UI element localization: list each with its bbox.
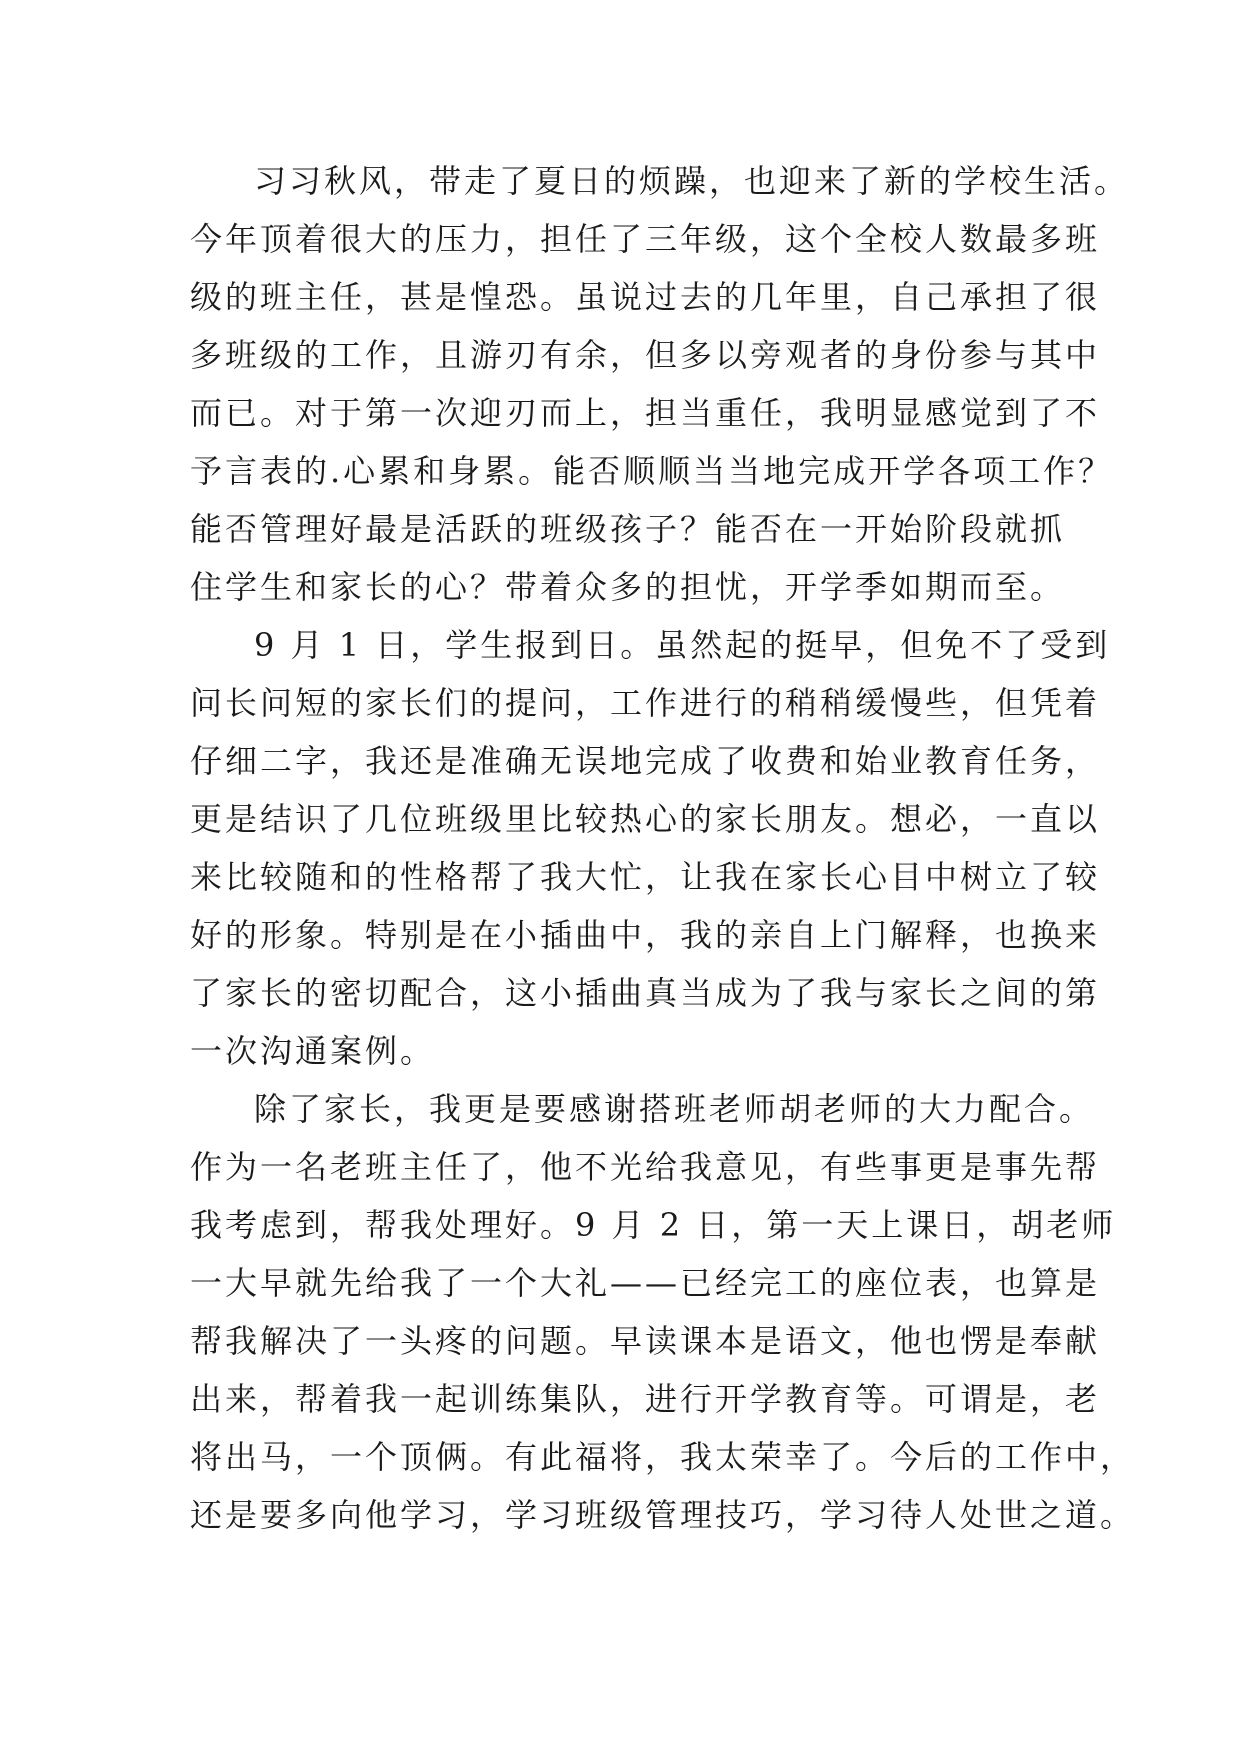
paragraph-line: 好的形象。特别是在小插曲中，我的亲自上门解释，也换来 — [190, 916, 1101, 954]
paragraph-line: 今年顶着很大的压力，担任了三年级，这个全校人数最多班 — [190, 220, 1101, 258]
paragraph-line: 还是要多向他学习，学习班级管理技巧，学习待人处世之道。 — [190, 1496, 1136, 1534]
paragraph-line: 予言表的.心累和身累。能否顺顺当当地完成开学各项工作？ — [190, 452, 1114, 490]
paragraph-line: 更是结识了几位班级里比较热心的家长朋友。想必，一直以 — [190, 800, 1101, 838]
paragraph-line: 一大早就先给我了一个大礼——已经完工的座位表，也算是 — [190, 1264, 1101, 1302]
paragraph-line: 级的班主任，甚是惶恐。虽说过去的几年里，自己承担了很 — [190, 278, 1101, 316]
paragraph-1 — [190, 152, 1130, 616]
paragraph-line: 9 月 1 日，学生报到日。虽然起的挺早，但免不了受到 — [254, 626, 1111, 664]
paragraph-line: 多班级的工作，且游刃有余，但多以旁观者的身份参与其中 — [190, 336, 1101, 374]
paragraph-line: 帮我解决了一头疼的问题。早读课本是语文，他也愣是奉献 — [190, 1322, 1101, 1360]
paragraph-line: 一次沟通案例。 — [190, 1032, 436, 1070]
document-body — [190, 152, 1136, 1544]
paragraph-line: 能否管理好最是活跃的班级孩子？能否在一开始阶段就抓 — [190, 510, 1066, 548]
paragraph-line: 了家长的密切配合，这小插曲真当成为了我与家长之间的第 — [190, 974, 1101, 1012]
paragraph-line: 而已。对于第一次迎刃而上，担当重任，我明显感觉到了不 — [190, 394, 1101, 432]
paragraph-line: 仔细二字，我还是准确无误地完成了收费和始业教育任务， — [190, 742, 1101, 780]
paragraph-line: 除了家长，我更是要感谢搭班老师胡老师的大力配合。 — [254, 1090, 1095, 1128]
paragraph-line: 作为一名老班主任了，他不光给我意见，有些事更是事先帮 — [190, 1148, 1101, 1186]
paragraph-line: 将出马，一个顶俩。有此福将，我太荣幸了。今后的工作中， — [190, 1438, 1136, 1476]
paragraph-line: 问长问短的家长们的提问，工作进行的稍稍缓慢些，但凭着 — [190, 684, 1101, 722]
paragraph-line: 住学生和家长的心？带着众多的担忧，开学季如期而至。 — [190, 568, 1066, 606]
paragraph-line: 出来，帮着我一起训练集队，进行开学教育等。可谓是，老 — [190, 1380, 1101, 1418]
paragraph-line: 我考虑到，帮我处理好。9 月 2 日，第一天上课日，胡老师 — [190, 1206, 1117, 1244]
paragraph-line: 来比较随和的性格帮了我大忙，让我在家长心目中树立了较 — [190, 858, 1101, 896]
paragraph-3 — [190, 1080, 1136, 1544]
paragraph-line: 习习秋风，带走了夏日的烦躁，也迎来了新的学校生活。 — [254, 162, 1130, 200]
paragraph-2 — [190, 616, 1111, 1080]
